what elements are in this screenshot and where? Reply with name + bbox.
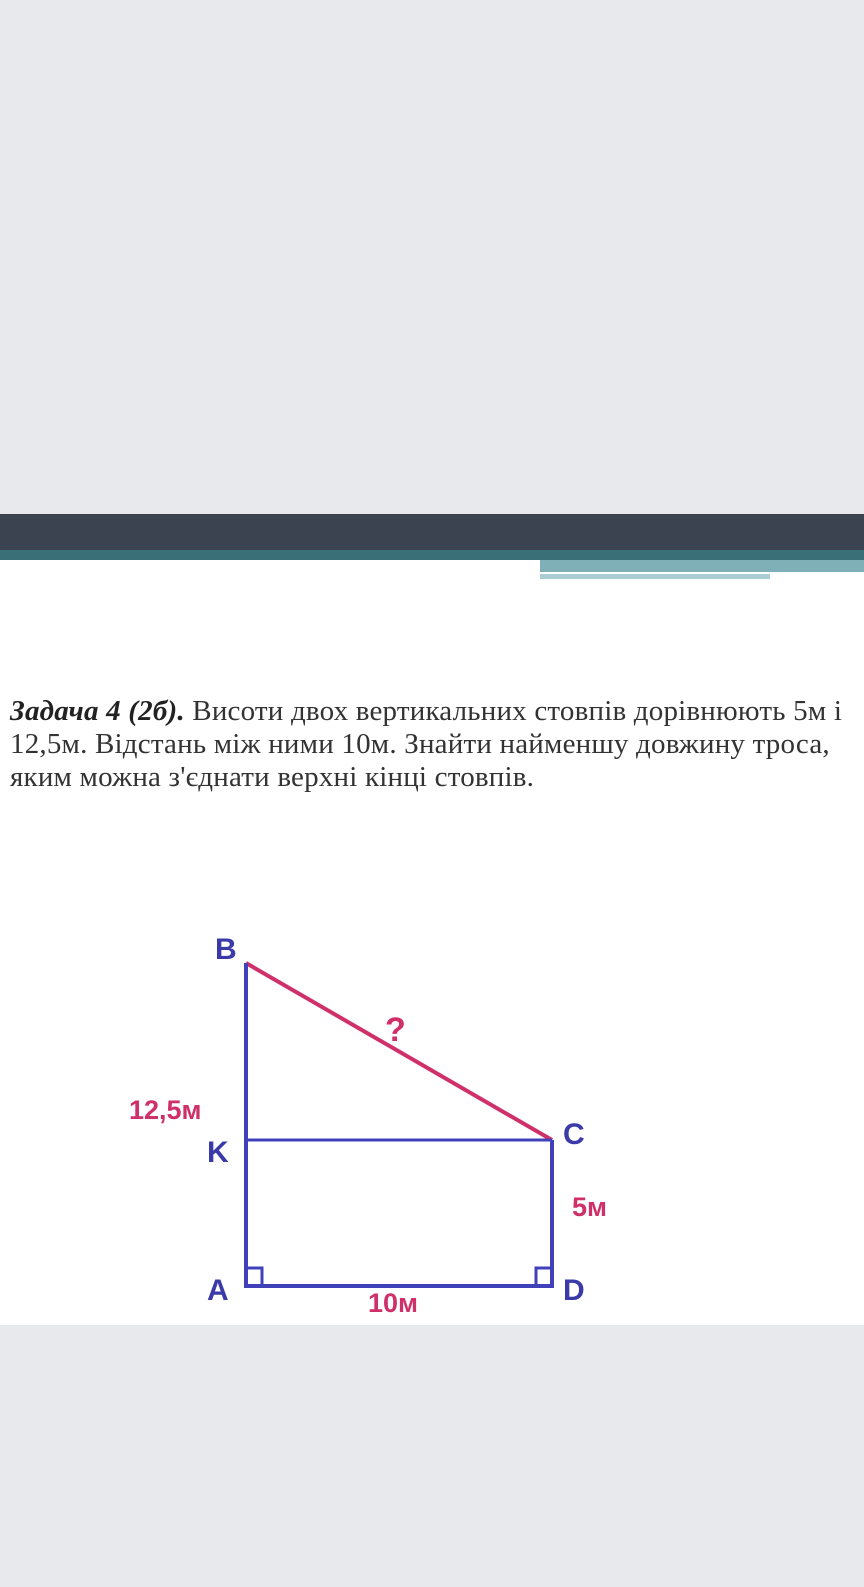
cable-bc — [246, 963, 552, 1140]
slide — [0, 514, 864, 1325]
point-d-label: D — [563, 1274, 585, 1307]
point-c-label: C — [563, 1118, 585, 1151]
problem-text: Висоти двох вертикальних стовпів дорівнюють 5м і 12,5м. Відстань між ними 10м. Знайти найменшу довжину троса, яким можна з'єднати верхні кінці стовпів. — [10, 695, 843, 793]
right-angle-a — [246, 1268, 262, 1286]
distance-label: 10м — [368, 1288, 419, 1318]
top-background — [0, 0, 864, 514]
point-k-label: K — [207, 1136, 229, 1169]
geometry-diagram — [0, 514, 864, 1325]
point-a-label: A — [207, 1274, 229, 1307]
height-left-label: 12,5м — [129, 1095, 202, 1125]
problem-title: Задача 4 (2б). — [10, 695, 185, 727]
height-right-label: 5м — [572, 1192, 607, 1222]
bottom-background — [0, 1325, 864, 1587]
point-b-label: B — [215, 933, 237, 966]
cable-question-label: ? — [385, 1011, 406, 1049]
right-angle-d — [536, 1268, 552, 1286]
